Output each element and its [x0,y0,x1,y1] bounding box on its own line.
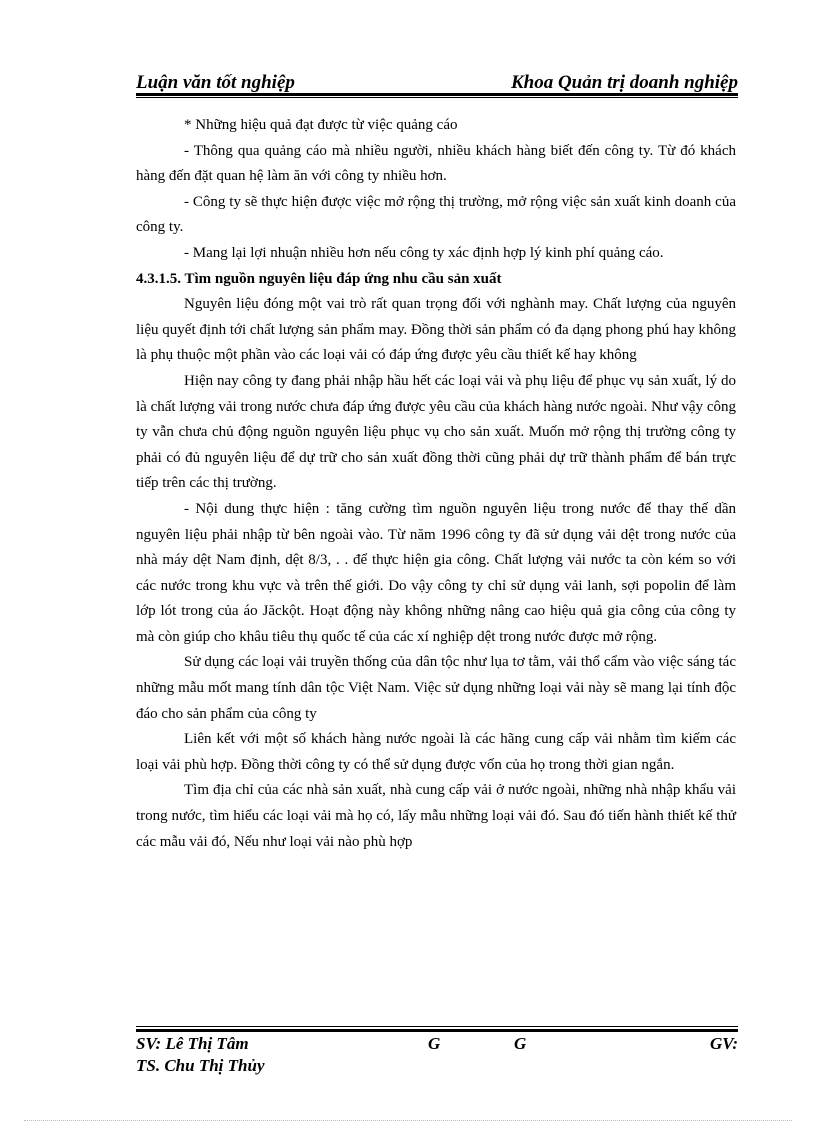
paragraph: Hiện nay công ty đang phải nhập hầu hết các loại vải và phụ liệu để phục vụ sản xuất, lý do là chất lượng vải trong nước chưa đáp ứng được yêu cầu của khách hàng nước ngoài. Như vậy công ty vẫn chưa chủ động nguồn nguyên liệu phục vụ cho sản xuất. Muốn mở rộng thị trường công ty phải có đủ nguyên liệu để dự trữ cho sản xuất đồng thời cũng phải dự trữ thành phẩm để bán trực tiếp trên các thị trường. [136,372,736,492]
body-text [136,113,736,855]
footer-g-left: G [428,1034,441,1053]
paragraph: Nguyên liệu đóng một vai trò rất quan trọng đối với nghành may. Chất lượng của nguyên liệu quyết định tới chất lượng sản phẩm may. Đồng thời sản phẩm có đa dạng phong phú hay không là phụ thuộc một phần vào các loại vải có đáp ứng được yêu cầu thiết kế hay không [136,296,736,364]
paragraph: - Mang lại lợi nhuận nhiều hơn nếu công ty xác định hợp lý kinh phí quảng cáo. [184,244,664,261]
paragraph: - Công ty sẽ thực hiện được việc mở rộng thị trường, mở rộng việc sản xuất kinh doanh của công ty. [136,193,736,236]
page-header [136,68,738,94]
footer-advisor: TS. Chu Thị Thủy [136,1056,265,1075]
page-edge-dotted [24,1120,792,1121]
paragraph: - Nội dung thực hiện : tăng cường tìm nguồn nguyên liệu trong nước để thay thế dần nguyên liệu phải nhập từ bên ngoài vào. Từ năm 1996 công ty đã sử dụng vải dệt trong nước của nhà máy dệt Nam định, dệt 8/3, . . để thực hiện gia công. Chất lượng vải nước ta còn kém so với các nước trong khu vực và trên thế giới. Do vậy công ty chỉ sử dụng vải lanh, sợi popolin để làm lớp lót trong của áo Jăckột. Hoạt động này không những nâng cao hiệu quả gia công của công ty mà còn giúp cho khâu tiêu thụ quốc tế của các xí nghiệp dệt trong nước được mở rộng. [136,500,736,645]
paragraph: Tìm địa chỉ của các nhà sản xuất, nhà cung cấp vải ở nước ngoài, những nhà nhập khẩu vải trong nước, tìm hiểu các loại vải mà họ có, lấy mẫu những loại vải đó. Sau đó tiến hành thiết kế thử các mẫu vải đó, Nếu như loại vải nào phù hợp [136,782,736,850]
page-footer [136,1034,738,1056]
footer-student: SV: Lê Thị Tâm [136,1034,249,1053]
header-thesis-title: Luận văn tốt nghiệp [136,72,295,93]
paragraph: * Những hiệu quả đạt được từ việc quảng cáo [184,117,458,133]
footer-g-right: G [514,1034,527,1053]
paragraph: Liên kết với một số khách hàng nước ngoài là các hãng cung cấp vải nhằm tìm kiếm các loại vải phù hợp. Đồng thời công ty có thể sử dụng được vốn của họ trong thời gian ngắn. [136,731,736,773]
footer-gv-label: GV: [709,1034,738,1053]
footer-rule-thin [136,1026,738,1027]
footer-rule-thick [136,1029,738,1032]
header-rule-thick [136,93,738,96]
header-rule-thin [136,97,738,98]
header-faculty: Khoa Quản trị doanh nghiệp [510,72,738,93]
paragraph: Sử dụng các loại vải truyền thống của dân tộc như lụa tơ tằm, vải thổ cẩm vào việc sáng tác những mẫu mốt mang tính dân tộc Việt Nam. Việc sử dụng những loại vải này sẽ mang lại tính độc đáo cho sản phẩm của công ty [136,654,736,722]
paragraph: - Thông qua quảng cáo mà nhiều người, nhiều khách hàng biết đến công ty. Từ đó khách hàng đến đặt quan hệ làm ăn với công ty nhiều hơn. [136,142,736,185]
section-heading: 4.3.1.5. Tìm nguồn nguyên liệu đáp ứng nhu cầu sản xuất [136,270,502,287]
